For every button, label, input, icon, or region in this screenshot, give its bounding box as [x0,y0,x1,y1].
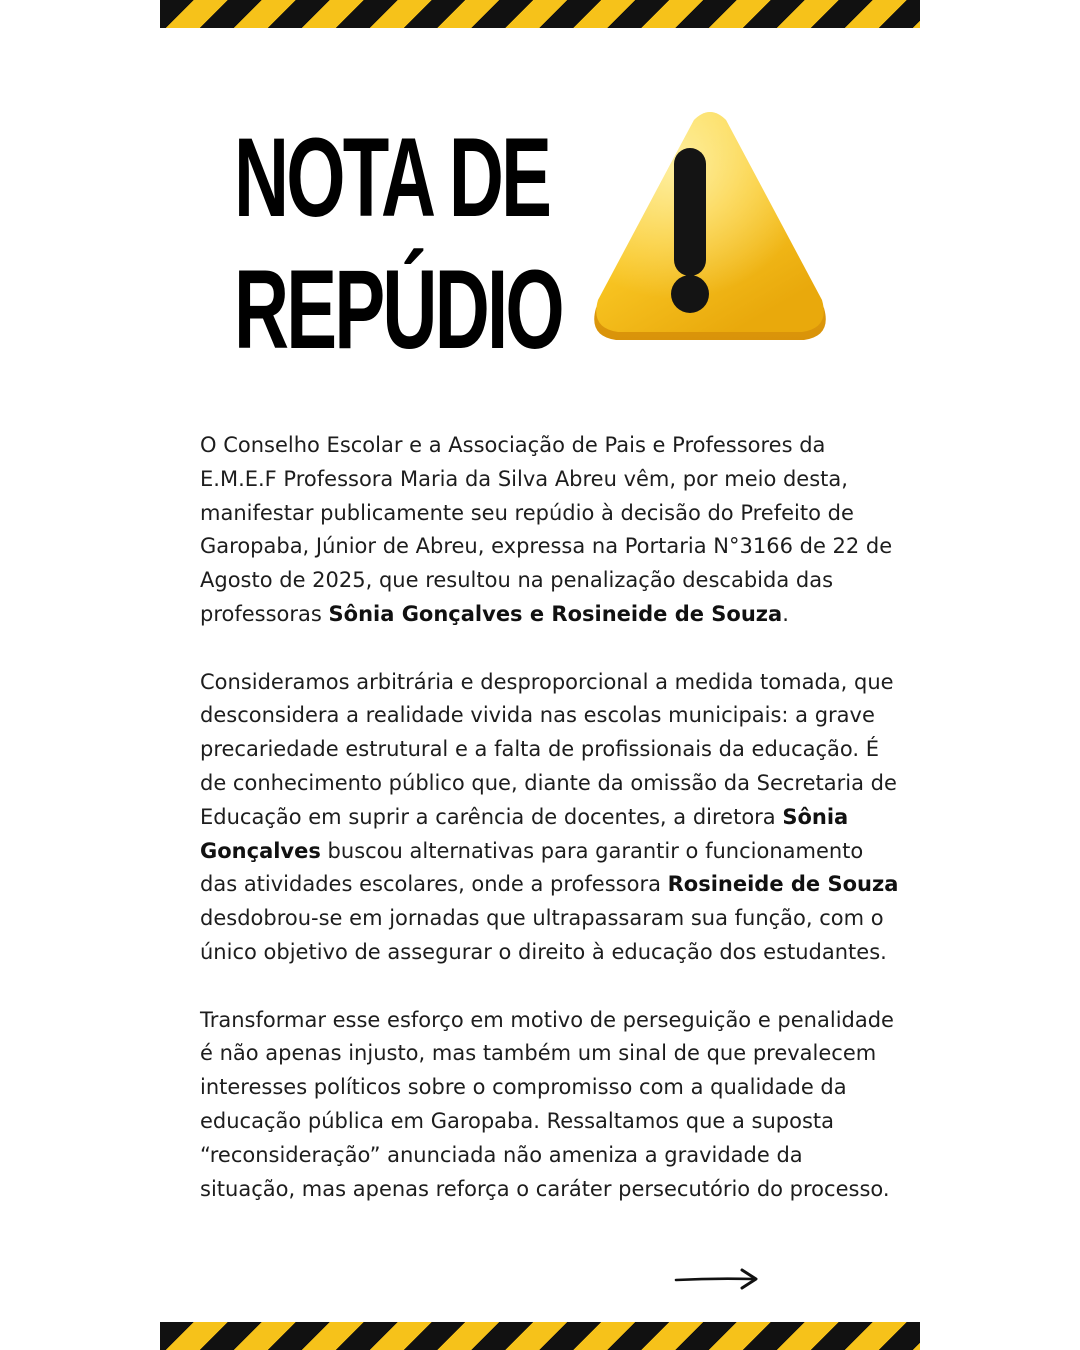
page-title [234,112,562,376]
teachers-names: Sônia Gonçalves e Rosineide de Souza [328,601,783,626]
paragraph-2 [200,666,900,970]
director-name: Sônia Gonçalves [200,804,849,863]
hazard-stripe-top [160,0,920,28]
statement-body [200,429,900,1240]
hazard-stripe-bottom [160,1322,920,1350]
title-line-1: NOTA DE [234,115,550,240]
paragraph-3 [200,1004,900,1207]
exclamation-dot [671,275,709,313]
paragraph-1-end: . [782,601,789,626]
paragraph-1 [200,429,900,632]
arrow-right-icon[interactable] [674,1266,760,1292]
paragraph-2-text-2: buscou alternativas para garantir o funcionamento das atividades escolares, onde a professora [200,838,864,897]
paragraph-2-text-1: Consideramos arbitrária e desproporcional a medida tomada, que desconsidera a realidade vivida nas escolas municipais: a grave precariedade estrutural e a falta de profissionais da educação. É de conhecimento público que, diante da omissão da Secretaria de Educação em suprir a carência de docentes, a diretora [200,669,897,829]
title-line-2: REPÚDIO [234,247,562,372]
paragraph-2-text-3: desdobrou-se em jornadas que ultrapassaram sua função, com o único objetivo de assegurar o direito à educação dos estudantes. [200,906,887,964]
exclamation-bar [674,148,706,276]
paragraph-3-text: Transformar esse esforço em motivo de perseguição e penalidade é não apenas injusto, mas também um sinal de que prevalecem interesses políticos sobre o compromisso com a qualidade da educação pública em Garopaba. Ressaltamos que a suposta “reconsideração” anunciada não ameniza a gravidade da situação, mas apenas reforça o caráter persecutório do processo. [200,1007,894,1201]
paragraph-1-text: O Conselho Escolar e a Associação de Pais e Professores da E.M.E.F Professora Maria da Silva Abreu vêm, por meio desta, manifestar publicamente seu repúdio à decisão do Prefeito de Garopaba, Júnior de Abreu, expressa na Portaria N°3166 de 22 de Agosto de 2025, que resultou na penalização descabida das professoras [200,433,893,626]
teacher-name: Rosineide de Souza [667,872,899,897]
warning-triangle-icon [586,110,834,348]
